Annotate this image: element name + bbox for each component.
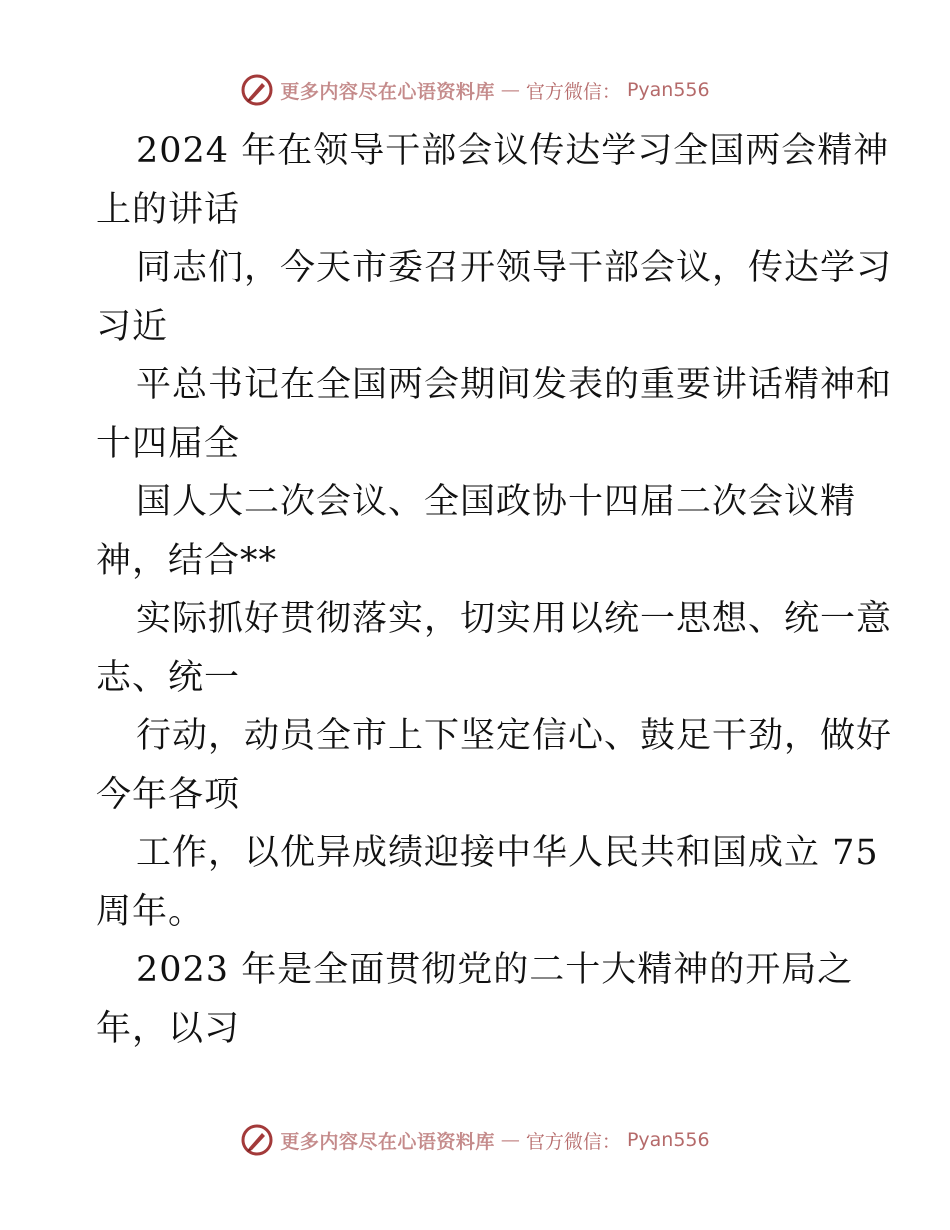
watermark-wechat-id: Pyan556 xyxy=(626,79,710,101)
text-line: 今年各项 xyxy=(96,774,241,815)
text-line: 上的讲话 xyxy=(96,189,241,230)
text-line: 2023 年是全面贯彻党的二十大精神的开局之 xyxy=(136,950,854,990)
page-header xyxy=(0,70,950,110)
text-line: 工作，以优异成绩迎接中华人民共和国成立 75 xyxy=(136,833,879,873)
text-line: 志、统一 xyxy=(96,657,241,698)
text-line: 周年。 xyxy=(96,891,205,932)
text-line: 2024 年在领导干部会议传达学习全国两会精神 xyxy=(136,131,890,171)
watermark-brand: 更多内容尽在心语资料库 xyxy=(280,80,495,103)
pen-logo-icon xyxy=(240,73,274,107)
text-line: 行动，动员全市上下坚定信心、鼓足干劲，做好 xyxy=(136,716,893,756)
watermark-brand: 更多内容尽在心语资料库 xyxy=(280,1130,495,1153)
watermark-separator: — xyxy=(500,1129,520,1151)
text-line: 神，结合** xyxy=(96,540,278,581)
watermark xyxy=(240,73,709,107)
text-line: 实际抓好贯彻落实，切实用以统一思想、统一意 xyxy=(136,599,893,639)
text-line: 习近 xyxy=(96,306,169,347)
text-line: 十四届全 xyxy=(96,423,241,464)
watermark xyxy=(240,1123,709,1157)
watermark-wechat-id: Pyan556 xyxy=(626,1129,710,1151)
page-footer xyxy=(0,1120,950,1160)
text-line: 年，以习 xyxy=(96,1008,241,1049)
text-line: 平总书记在全国两会期间发表的重要讲话精神和 xyxy=(136,365,893,405)
document-body xyxy=(96,122,893,1058)
text-line: 同志们，今天市委召开领导干部会议，传达学习 xyxy=(136,248,893,288)
watermark-label: 官方微信： xyxy=(525,80,621,103)
pen-logo-icon xyxy=(240,1123,274,1157)
text-line: 国人大二次会议、全国政协十四届二次会议精 xyxy=(136,482,857,522)
watermark-label: 官方微信： xyxy=(525,1130,621,1153)
watermark-separator: — xyxy=(500,79,520,101)
